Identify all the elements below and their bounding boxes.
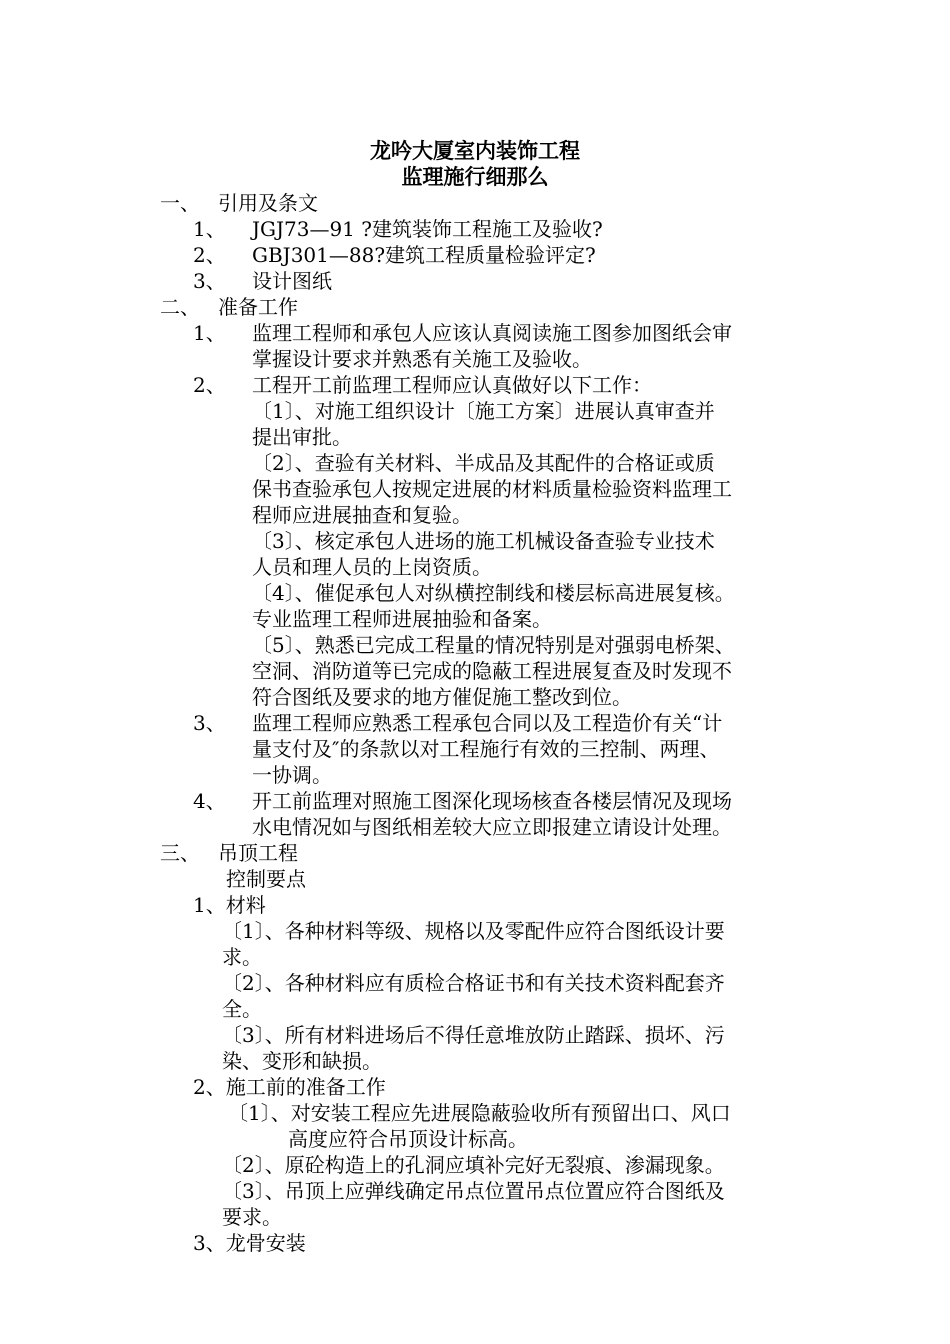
section1-item1-text: JGJ73—91 ?建筑装饰工程施工及验收? xyxy=(252,217,603,241)
section2-item3-line: 一协调。 xyxy=(252,763,332,787)
section2-item2-sub3-line: 〔3〕、核定承包人进场的施工机械设备查验专业技术 xyxy=(252,529,715,553)
section2-item2-sub2-line: 程师应进展抽查和复验。 xyxy=(252,503,472,527)
section2-item2-sub5-line: 〔5〕、熟悉已完成工程量的情况特别是对强弱电桥架、 xyxy=(252,633,735,657)
document-title: 龙吟大厦室内装饰工程 xyxy=(370,139,580,163)
section1-item2-text: GBJ301—88?建筑工程质量检验评定? xyxy=(252,243,596,267)
section1-heading: 引用及条文 xyxy=(218,191,318,215)
section2-item2-sub5-line: 空洞、消防道等已完成的隐蔽工程进展复查及时发现不 xyxy=(252,659,732,683)
document-subtitle: 监理施行细那么 xyxy=(401,165,549,189)
section2-item2-sub2-line: 〔2〕、查验有关材料、半成品及其配件的合格证或质 xyxy=(252,451,715,475)
section2-heading: 准备工作 xyxy=(218,295,298,319)
section2-item2-marker: 2、 xyxy=(193,373,226,397)
materials-sub2-line: 全。 xyxy=(222,997,262,1021)
section2-item2-sub1-line: 〔1〕、对施工组织设计〔施工方案〕进展认真审查并 xyxy=(252,399,715,423)
section3-subheading: 控制要点 xyxy=(226,867,306,891)
materials-sub3-line: 〔3〕、所有材料进场后不得任意堆放防止踏踩、损坏、污 xyxy=(222,1023,725,1047)
section2-item1-line: 监理工程师和承包人应该认真阅读施工图参加图纸会审 xyxy=(252,321,732,345)
prep-sub3-line: 〔3〕、吊顶上应弹线确定吊点位置吊点位置应符合图纸及 xyxy=(222,1179,725,1203)
materials-sub1-line: 〔1〕、各种材料等级、规格以及零配件应符合图纸设计要 xyxy=(222,919,725,943)
prep-sub1-line: 高度应符合吊顶设计标高。 xyxy=(288,1127,528,1151)
section2-item3-line: 量支付及″的条款以对工程施行有效的三控制、两理、 xyxy=(252,737,720,761)
section2-item2-sub4-line: 专业监理工程师进展抽验和备案。 xyxy=(252,607,552,631)
section1-item3-marker: 3、 xyxy=(193,269,226,293)
section1-item3-text: 设计图纸 xyxy=(252,269,332,293)
prep-sub1-line: 〔1〕、对安装工程应先进展隐蔽验收所有预留出口、风口 xyxy=(228,1101,731,1125)
section2-item2-sub3-line: 人员和理人员的上岗资质。 xyxy=(252,555,492,579)
section1-marker: 一、 xyxy=(160,191,200,215)
section2-item2-intro: 工程开工前监理工程师应认真做好以下工作： xyxy=(252,373,652,397)
section1-item1-marker: 1、 xyxy=(193,217,226,241)
materials-sub2-line: 〔2〕、各种材料应有质检合格证书和有关技术资料配套齐 xyxy=(222,971,725,995)
section2-item1-marker: 1、 xyxy=(193,321,226,345)
prep-sub2-line: 〔2〕、原砼构造上的孔洞应填补完好无裂痕、渗漏现象。 xyxy=(222,1153,725,1177)
prep-sub3-line: 要求。 xyxy=(222,1205,282,1229)
section1-item2-marker: 2、 xyxy=(193,243,226,267)
section2-item2-sub4-line: 〔4〕、催促承包人对纵横控制线和楼层标高进展复核。 xyxy=(252,581,735,605)
section2-item4-marker: 4、 xyxy=(193,789,226,813)
materials-sub1-line: 求。 xyxy=(222,945,262,969)
section2-marker: 二、 xyxy=(160,295,200,319)
section2-item2-sub2-line: 保书查验承包人按规定进展的材料质量检验资料监理工 xyxy=(252,477,732,501)
materials-heading: 1、材料 xyxy=(193,893,266,917)
prep-heading: 2、施工前的准备工作 xyxy=(193,1075,386,1099)
section2-item1-line: 掌握设计要求并熟悉有关施工及验收。 xyxy=(252,347,592,371)
section2-item2-sub5-line: 符合图纸及要求的地方催促施工整改到位。 xyxy=(252,685,632,709)
section2-item3-marker: 3、 xyxy=(193,711,226,735)
section2-item2-sub1-line: 提出审批。 xyxy=(252,425,352,449)
section2-item3-line: 监理工程师应熟悉工程承包合同以及工程造价有关“计 xyxy=(252,711,723,735)
materials-sub3-line: 染、变形和缺损。 xyxy=(222,1049,382,1073)
keel-heading: 3、龙骨安装 xyxy=(193,1231,306,1255)
section3-heading: 吊顶工程 xyxy=(218,841,298,865)
section3-marker: 三、 xyxy=(160,841,200,865)
section2-item4-line: 水电情况如与图纸相差较大应立即报建立请设计处理。 xyxy=(252,815,732,839)
section2-item4-line: 开工前监理对照施工图深化现场核查各楼层情况及现场 xyxy=(252,789,732,813)
